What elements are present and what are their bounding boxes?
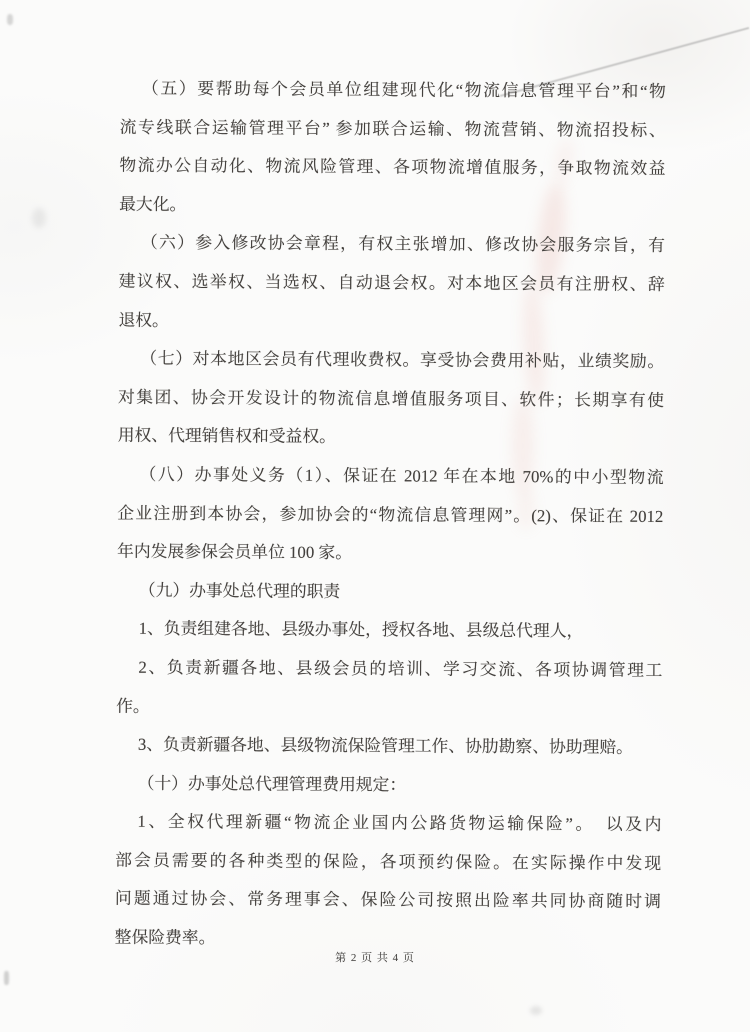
document-body xyxy=(115,70,666,961)
scan-smudge xyxy=(530,1006,542,1015)
text-line: 最大化。 xyxy=(119,194,187,214)
text-line: （十）办事处总代理管理费用规定： xyxy=(137,773,407,795)
text-line: 1、负责组建各地、县级办事处，授权各地、县级总代理人， xyxy=(138,619,584,641)
text-line: 整保险费率。 xyxy=(114,927,216,948)
scan-smudge xyxy=(32,208,46,228)
text-line: （九）办事处总代理的职责 xyxy=(138,580,341,601)
page-footer xyxy=(0,948,750,968)
text-line: 建议权、选举权、当选权、自动退会权。对本地区会员有注册权、辞 xyxy=(118,271,665,294)
text-line: 用权、代理销售权和受益权。 xyxy=(117,426,337,447)
text-line: 问题通过协会、常务理事会、保险公司按照出险率共同协商随时调 xyxy=(114,889,661,912)
text-line: （八）办事处义务（1）、保证在 2012 年在本地 70%的中小型物流 xyxy=(139,464,664,487)
text-line: 企业注册到本协会，参加协会的“物流信息管理网”。(2)、保证在 2012 xyxy=(117,503,664,526)
text-line: 3、负责新疆各地、县级物流保险管理工作、协肋勘察、协助理赔。 xyxy=(137,734,634,757)
scan-speck xyxy=(4,971,9,985)
text-line: 部会员需要的各种类型的保险，各项预约保险。在实际操作中发现 xyxy=(115,850,662,873)
text-line: 2、负责新疆各地、县级会员的培训、学习交流、各项协调管理工 xyxy=(138,657,663,680)
text-line: 退权。 xyxy=(118,310,169,330)
scan-speck xyxy=(7,14,13,25)
page-number: 第 2 页 共 4 页 xyxy=(335,952,415,964)
text-line: （六）参入修改协会章程，有权主张增加、修改协会服务宗旨，有 xyxy=(140,233,666,256)
text-line: 作。 xyxy=(116,696,150,716)
text-line: （五）要帮助每个会员单位组建现代化“物流信息管理平台”和“物 xyxy=(141,78,666,101)
text-line: 年内发展参保会员单位 100 家。 xyxy=(117,541,353,563)
text-line: 对集团、协会开发设计的物流信息增值服务项目、软件；长期享有使 xyxy=(117,387,665,410)
text-line: （七）对本地区会员有代理收费权。享受协会费用补贴，业绩奖励。 xyxy=(140,348,665,372)
text-line: 流专线联合运输管理平台” 参加联合运输、物流营销、物流招投标、 xyxy=(119,117,666,140)
text-line: 物流办公自动化、物流风险管理、各项物流增值服务，争取物流效益 xyxy=(119,155,666,179)
text-line: 1、全权代理新疆“物流企业国内公路货物运输保险”。 以及内 xyxy=(137,812,662,835)
